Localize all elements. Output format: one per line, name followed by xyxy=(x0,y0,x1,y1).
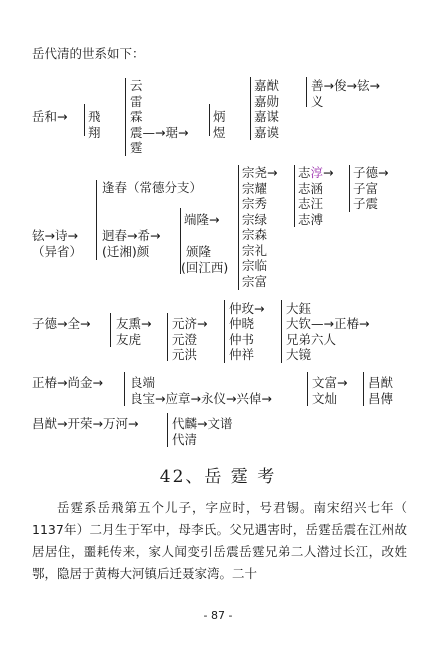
gen-node: 昌猷 xyxy=(368,375,394,390)
gen-node: 子德→ xyxy=(353,165,389,180)
gen-node: 大鈺 xyxy=(286,301,312,316)
gen-node: 雷 xyxy=(130,94,143,109)
gen-node: 宗尧→ xyxy=(242,165,278,180)
gen-node: 宗礼 xyxy=(242,243,268,258)
page-number: - 87 - xyxy=(203,609,233,622)
gen-node: 铉→诗→ xyxy=(32,228,78,243)
gen-node: 子德→全→ xyxy=(32,316,91,331)
gen-node: 子震 xyxy=(353,196,379,211)
gen-node: 义 xyxy=(311,94,324,109)
gen-node: 炳 xyxy=(213,109,226,124)
highlighted-char: 淳 xyxy=(310,165,324,180)
gen-node: 宗森 xyxy=(242,227,268,242)
gen-node: 宗临 xyxy=(242,258,268,273)
bracket-line xyxy=(110,313,111,347)
gen-node: 嘉勋 xyxy=(254,94,280,109)
gen-node: 子富 xyxy=(353,181,379,196)
gen-node: 震—→琚→ xyxy=(130,125,189,140)
bracket-line xyxy=(224,300,225,363)
gen-node: 元济→ xyxy=(172,316,208,331)
gen-node: 代清 xyxy=(172,432,198,447)
gen-node: 宗耀 xyxy=(242,181,268,196)
bracket-line xyxy=(349,165,350,212)
gen-node: 端隆→ xyxy=(184,212,220,227)
gen-node: 仲玫→ xyxy=(229,301,265,316)
gen-node: 代麟→文谱 xyxy=(172,416,233,431)
gen-node: 翔 xyxy=(88,125,101,140)
gen-node: 大镜 xyxy=(286,347,312,362)
gen-node xyxy=(298,166,334,180)
gen-node: 飛 xyxy=(88,109,101,124)
gen-node: 元洪 xyxy=(172,347,198,362)
gen-node: 昌猷→开荣→万河→ xyxy=(32,416,139,431)
bracket-line xyxy=(238,165,239,290)
bracket-line xyxy=(84,104,85,136)
gen-node: 霆 xyxy=(130,140,143,155)
gen-node: 颁隆 xyxy=(186,244,212,259)
gen-node: 善→俊→铉→ xyxy=(311,78,380,93)
gen-node: 昌傳 xyxy=(368,391,394,406)
bracket-line xyxy=(294,165,295,227)
gen-node: 良宝→应章→永仪→兴倬→ xyxy=(130,391,272,406)
body-paragraph: 岳霆系岳飛第五个儿子，字应时，号君锡。南宋绍兴七年（ 1137年）二月生于军中，母李氏。父兄遇害时，岳霆岳震在江州故居居住，噩耗传来，家人闻变引岳震岳霆兄弟二人潜过长江，改姓鄂，隐居于黄梅大河镇后迁聂家湾。二十 xyxy=(32,500,407,581)
gen-node: 良端 xyxy=(130,375,156,390)
gen-node: 逢春（常德分支） xyxy=(102,180,203,195)
gen-node: 文富→ xyxy=(312,375,348,390)
gen-node: 仲祥 xyxy=(229,347,255,362)
gen-node: 嘉谟 xyxy=(254,125,280,140)
bracket-line xyxy=(124,372,125,406)
gen-node: 迥春→希→ xyxy=(102,228,161,243)
gen-node: 友熏→ xyxy=(116,316,152,331)
gen-node: 宗富 xyxy=(242,274,268,289)
gen-node: 仲晓 xyxy=(229,316,255,331)
gen-node: (回江西) xyxy=(181,260,229,275)
gen-node: 仲书 xyxy=(229,332,255,347)
gen-node: 志汪 xyxy=(298,196,324,211)
intro-line: 岳代清的世系如下： xyxy=(32,46,145,61)
arrow: → xyxy=(323,165,334,180)
section-title: 42、岳 霆 考 xyxy=(159,467,277,487)
gen-node: 霖 xyxy=(130,109,143,124)
bracket-line xyxy=(306,77,307,107)
bracket-line xyxy=(209,104,210,136)
gen-node: 文灿 xyxy=(312,391,338,406)
bracket-line xyxy=(125,78,126,156)
gen-node-char: 志 xyxy=(298,165,311,180)
gen-node: 云 xyxy=(130,78,143,93)
gen-node: 宗秀 xyxy=(242,196,268,211)
bracket-line xyxy=(96,180,97,260)
bracket-line xyxy=(167,413,168,447)
gen-node: 大钦—→正椿→ xyxy=(286,316,370,331)
gen-node: 嘉谋 xyxy=(254,109,280,124)
gen-node: 友虎 xyxy=(116,332,142,347)
gen-node: 兄弟六人 xyxy=(286,332,337,347)
bracket-line xyxy=(281,300,282,363)
bracket-line xyxy=(250,77,251,140)
gen-node: 煜 xyxy=(213,125,226,140)
gen-node: 岳和→ xyxy=(32,109,68,124)
gen-node: 宗绿 xyxy=(242,212,268,227)
bracket-line xyxy=(307,372,308,406)
bracket-line xyxy=(167,313,168,361)
gen-node: 志涵 xyxy=(298,181,324,196)
gen-node: （异省） xyxy=(32,244,83,259)
gen-node: 正椿→尚金→ xyxy=(32,375,103,390)
gen-node: (迁湘)颜 xyxy=(102,244,150,259)
gen-node: 元澄 xyxy=(172,332,198,347)
bracket-line xyxy=(363,372,364,406)
gen-node: 志溥 xyxy=(298,212,324,227)
gen-node: 嘉猷 xyxy=(254,78,280,93)
